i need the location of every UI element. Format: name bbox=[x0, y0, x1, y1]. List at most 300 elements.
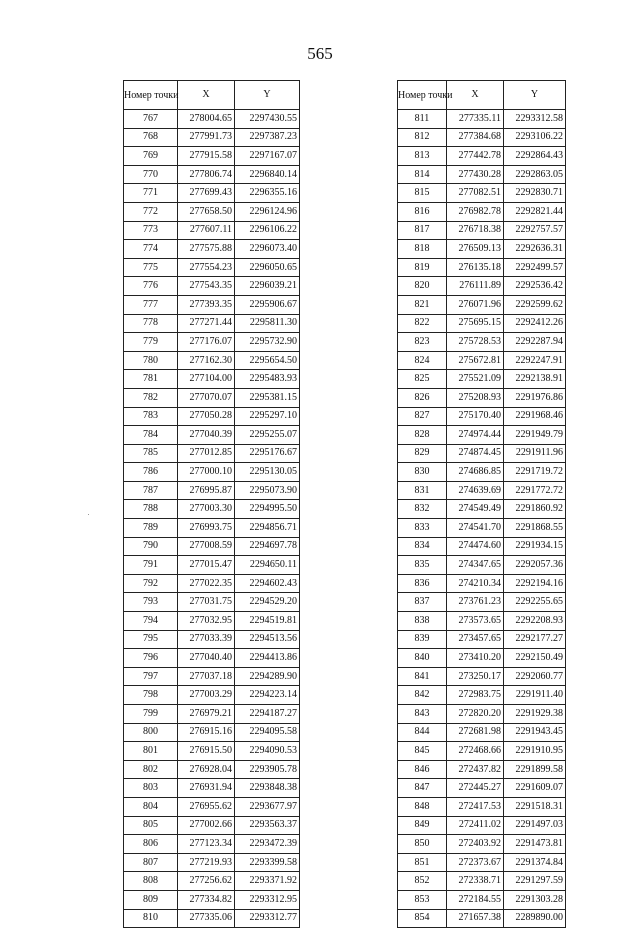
cell-point-number: 791 bbox=[124, 556, 178, 575]
table-row bbox=[124, 872, 300, 891]
cell-point-number: 810 bbox=[124, 909, 178, 928]
cell-y: 2293312.95 bbox=[235, 890, 300, 909]
cell-point-number: 832 bbox=[398, 500, 447, 519]
cell-y: 2291911.40 bbox=[504, 686, 566, 705]
cell-y: 2295073.90 bbox=[235, 481, 300, 500]
cell-point-number: 843 bbox=[398, 705, 447, 724]
cell-y: 2292057.36 bbox=[504, 556, 566, 575]
table-row bbox=[398, 723, 566, 742]
cell-y: 2292150.49 bbox=[504, 649, 566, 668]
cell-x: 277219.93 bbox=[178, 853, 235, 872]
cell-y: 2292599.62 bbox=[504, 295, 566, 314]
cell-x: 276135.18 bbox=[447, 258, 504, 277]
cell-y: 2294289.90 bbox=[235, 667, 300, 686]
table-row bbox=[124, 667, 300, 686]
cell-x: 276955.62 bbox=[178, 797, 235, 816]
cell-point-number: 785 bbox=[124, 444, 178, 463]
table-row bbox=[398, 240, 566, 259]
cell-point-number: 771 bbox=[124, 184, 178, 203]
cell-point-number: 803 bbox=[124, 779, 178, 798]
table-row bbox=[398, 816, 566, 835]
cell-point-number: 821 bbox=[398, 295, 447, 314]
cell-y: 2294095.58 bbox=[235, 723, 300, 742]
cell-point-number: 829 bbox=[398, 444, 447, 463]
cell-y: 2291374.84 bbox=[504, 853, 566, 872]
cell-point-number: 780 bbox=[124, 351, 178, 370]
header-x: X bbox=[178, 81, 235, 110]
table-row bbox=[398, 835, 566, 854]
cell-point-number: 793 bbox=[124, 593, 178, 612]
cell-point-number: 804 bbox=[124, 797, 178, 816]
table-row bbox=[124, 853, 300, 872]
cell-y: 2291929.38 bbox=[504, 705, 566, 724]
cell-x: 276111.89 bbox=[447, 277, 504, 296]
cell-point-number: 817 bbox=[398, 221, 447, 240]
table-row bbox=[398, 202, 566, 221]
cell-point-number: 773 bbox=[124, 221, 178, 240]
table-row bbox=[124, 295, 300, 314]
cell-y: 2291609.07 bbox=[504, 779, 566, 798]
cell-x: 277271.44 bbox=[178, 314, 235, 333]
cell-x: 277335.11 bbox=[447, 110, 504, 129]
cell-y: 2293905.78 bbox=[235, 760, 300, 779]
cell-y: 2291497.03 bbox=[504, 816, 566, 835]
cell-x: 277442.78 bbox=[447, 147, 504, 166]
cell-x: 273457.65 bbox=[447, 630, 504, 649]
cell-y: 2292255.65 bbox=[504, 593, 566, 612]
cell-x: 276071.96 bbox=[447, 295, 504, 314]
cell-point-number: 808 bbox=[124, 872, 178, 891]
table-row bbox=[124, 816, 300, 835]
table-row bbox=[398, 537, 566, 556]
cell-y: 2293371.92 bbox=[235, 872, 300, 891]
cell-point-number: 795 bbox=[124, 630, 178, 649]
cell-y: 2296355.16 bbox=[235, 184, 300, 203]
cell-point-number: 811 bbox=[398, 110, 447, 129]
cell-x: 277082.51 bbox=[447, 184, 504, 203]
cell-y: 2291868.55 bbox=[504, 519, 566, 538]
table-row bbox=[398, 519, 566, 538]
cell-x: 277915.58 bbox=[178, 147, 235, 166]
cell-x: 272468.66 bbox=[447, 742, 504, 761]
table-row bbox=[398, 110, 566, 129]
cell-point-number: 776 bbox=[124, 277, 178, 296]
table-row bbox=[124, 240, 300, 259]
cell-y: 2293312.77 bbox=[235, 909, 300, 928]
cell-point-number: 822 bbox=[398, 314, 447, 333]
cell-point-number: 820 bbox=[398, 277, 447, 296]
table-row bbox=[124, 686, 300, 705]
cell-point-number: 819 bbox=[398, 258, 447, 277]
cell-y: 2292830.71 bbox=[504, 184, 566, 203]
coordinates-table-right bbox=[397, 80, 566, 928]
cell-x: 272403.92 bbox=[447, 835, 504, 854]
cell-y: 2292194.16 bbox=[504, 574, 566, 593]
cell-y: 2295130.05 bbox=[235, 463, 300, 482]
cell-point-number: 849 bbox=[398, 816, 447, 835]
cell-point-number: 777 bbox=[124, 295, 178, 314]
cell-x: 276993.75 bbox=[178, 519, 235, 538]
cell-x: 272411.02 bbox=[447, 816, 504, 835]
table-row bbox=[124, 202, 300, 221]
cell-y: 2297167.07 bbox=[235, 147, 300, 166]
cell-x: 277002.66 bbox=[178, 816, 235, 835]
table-row bbox=[124, 258, 300, 277]
cell-point-number: 834 bbox=[398, 537, 447, 556]
cell-y: 2289890.00 bbox=[504, 909, 566, 928]
table-row bbox=[398, 612, 566, 631]
cell-x: 277335.06 bbox=[178, 909, 235, 928]
cell-x: 277050.28 bbox=[178, 407, 235, 426]
cell-y: 2292287.94 bbox=[504, 333, 566, 352]
cell-y: 2297430.55 bbox=[235, 110, 300, 129]
cell-point-number: 818 bbox=[398, 240, 447, 259]
cell-x: 272445.27 bbox=[447, 779, 504, 798]
cell-y: 2292177.27 bbox=[504, 630, 566, 649]
table-row bbox=[124, 779, 300, 798]
cell-y: 2296050.65 bbox=[235, 258, 300, 277]
cell-y: 2292208.93 bbox=[504, 612, 566, 631]
cell-point-number: 850 bbox=[398, 835, 447, 854]
cell-x: 275170.40 bbox=[447, 407, 504, 426]
cell-x: 277162.30 bbox=[178, 351, 235, 370]
cell-y: 2295906.67 bbox=[235, 295, 300, 314]
table-row bbox=[398, 184, 566, 203]
cell-y: 2295654.50 bbox=[235, 351, 300, 370]
cell-point-number: 802 bbox=[124, 760, 178, 779]
cell-point-number: 828 bbox=[398, 426, 447, 445]
cell-point-number: 823 bbox=[398, 333, 447, 352]
cell-x: 273250.17 bbox=[447, 667, 504, 686]
cell-point-number: 824 bbox=[398, 351, 447, 370]
table-row bbox=[124, 649, 300, 668]
cell-point-number: 783 bbox=[124, 407, 178, 426]
cell-x: 273410.20 bbox=[447, 649, 504, 668]
table-row bbox=[398, 667, 566, 686]
cell-x: 277104.00 bbox=[178, 370, 235, 389]
cell-point-number: 772 bbox=[124, 202, 178, 221]
cell-x: 277384.68 bbox=[447, 128, 504, 147]
cell-x: 274974.44 bbox=[447, 426, 504, 445]
cell-y: 2294650.11 bbox=[235, 556, 300, 575]
cell-point-number: 779 bbox=[124, 333, 178, 352]
cell-point-number: 845 bbox=[398, 742, 447, 761]
cell-point-number: 770 bbox=[124, 165, 178, 184]
cell-x: 277658.50 bbox=[178, 202, 235, 221]
cell-y: 2291518.31 bbox=[504, 797, 566, 816]
cell-x: 277008.59 bbox=[178, 537, 235, 556]
cell-x: 276718.38 bbox=[447, 221, 504, 240]
cell-y: 2293312.58 bbox=[504, 110, 566, 129]
cell-point-number: 826 bbox=[398, 388, 447, 407]
cell-x: 276982.78 bbox=[447, 202, 504, 221]
cell-y: 2296840.14 bbox=[235, 165, 300, 184]
table-row bbox=[124, 537, 300, 556]
cell-x: 277256.62 bbox=[178, 872, 235, 891]
table-row bbox=[124, 742, 300, 761]
cell-point-number: 782 bbox=[124, 388, 178, 407]
cell-point-number: 854 bbox=[398, 909, 447, 928]
cell-y: 2294697.78 bbox=[235, 537, 300, 556]
cell-point-number: 838 bbox=[398, 612, 447, 631]
cell-y: 2295811.30 bbox=[235, 314, 300, 333]
table-row bbox=[124, 407, 300, 426]
cell-y: 2295176.67 bbox=[235, 444, 300, 463]
table-row bbox=[398, 686, 566, 705]
cell-point-number: 781 bbox=[124, 370, 178, 389]
cell-point-number: 852 bbox=[398, 872, 447, 891]
cell-point-number: 844 bbox=[398, 723, 447, 742]
cell-y: 2291949.79 bbox=[504, 426, 566, 445]
cell-x: 272373.67 bbox=[447, 853, 504, 872]
table-row bbox=[124, 556, 300, 575]
header-point-number: Номер точки bbox=[124, 81, 178, 110]
table-row bbox=[124, 797, 300, 816]
cell-point-number: 794 bbox=[124, 612, 178, 631]
header-x: X bbox=[447, 81, 504, 110]
cell-x: 272437.82 bbox=[447, 760, 504, 779]
table-row bbox=[124, 314, 300, 333]
cell-y: 2294223.14 bbox=[235, 686, 300, 705]
cell-y: 2292138.91 bbox=[504, 370, 566, 389]
table-row bbox=[398, 574, 566, 593]
table-row bbox=[398, 314, 566, 333]
table-row bbox=[398, 128, 566, 147]
cell-x: 276928.04 bbox=[178, 760, 235, 779]
cell-x: 278004.65 bbox=[178, 110, 235, 129]
cell-y: 2291976.86 bbox=[504, 388, 566, 407]
cell-y: 2294602.43 bbox=[235, 574, 300, 593]
cell-x: 277000.10 bbox=[178, 463, 235, 482]
cell-x: 276509.13 bbox=[447, 240, 504, 259]
cell-point-number: 769 bbox=[124, 147, 178, 166]
page-number: 565 bbox=[307, 44, 333, 63]
cell-point-number: 789 bbox=[124, 519, 178, 538]
cell-x: 273761.23 bbox=[447, 593, 504, 612]
cell-x: 277040.40 bbox=[178, 649, 235, 668]
cell-x: 271657.38 bbox=[447, 909, 504, 928]
table-row bbox=[398, 890, 566, 909]
cell-point-number: 839 bbox=[398, 630, 447, 649]
cell-x: 276931.94 bbox=[178, 779, 235, 798]
cell-y: 2293848.38 bbox=[235, 779, 300, 798]
cell-x: 277123.34 bbox=[178, 835, 235, 854]
cell-point-number: 775 bbox=[124, 258, 178, 277]
cell-y: 2292864.43 bbox=[504, 147, 566, 166]
cell-point-number: 836 bbox=[398, 574, 447, 593]
table-row bbox=[398, 481, 566, 500]
cell-point-number: 788 bbox=[124, 500, 178, 519]
cell-point-number: 846 bbox=[398, 760, 447, 779]
table-row bbox=[398, 388, 566, 407]
cell-y: 2293472.39 bbox=[235, 835, 300, 854]
cell-x: 272820.20 bbox=[447, 705, 504, 724]
cell-x: 275208.93 bbox=[447, 388, 504, 407]
cell-y: 2294513.56 bbox=[235, 630, 300, 649]
cell-point-number: 798 bbox=[124, 686, 178, 705]
cell-y: 2294187.27 bbox=[235, 705, 300, 724]
cell-y: 2294995.50 bbox=[235, 500, 300, 519]
table-row bbox=[124, 723, 300, 742]
header-point-number: Номер точки bbox=[398, 81, 447, 110]
cell-y: 2295255.07 bbox=[235, 426, 300, 445]
cell-x: 274474.60 bbox=[447, 537, 504, 556]
cell-x: 277031.75 bbox=[178, 593, 235, 612]
cell-x: 277991.73 bbox=[178, 128, 235, 147]
cell-point-number: 790 bbox=[124, 537, 178, 556]
cell-point-number: 812 bbox=[398, 128, 447, 147]
cell-y: 2296039.21 bbox=[235, 277, 300, 296]
table-row bbox=[124, 277, 300, 296]
cell-point-number: 853 bbox=[398, 890, 447, 909]
cell-y: 2294413.86 bbox=[235, 649, 300, 668]
cell-x: 277033.39 bbox=[178, 630, 235, 649]
table-row bbox=[124, 705, 300, 724]
table-row bbox=[124, 110, 300, 129]
cell-y: 2293677.97 bbox=[235, 797, 300, 816]
cell-point-number: 809 bbox=[124, 890, 178, 909]
table-row bbox=[398, 295, 566, 314]
scan-speck bbox=[88, 514, 89, 515]
cell-x: 274347.65 bbox=[447, 556, 504, 575]
cell-x: 277699.43 bbox=[178, 184, 235, 203]
cell-x: 274639.69 bbox=[447, 481, 504, 500]
table-row bbox=[124, 890, 300, 909]
table-row bbox=[398, 370, 566, 389]
cell-y: 2291303.28 bbox=[504, 890, 566, 909]
cell-point-number: 797 bbox=[124, 667, 178, 686]
cell-point-number: 848 bbox=[398, 797, 447, 816]
table-row bbox=[398, 779, 566, 798]
table-row bbox=[398, 556, 566, 575]
cell-y: 2296106.22 bbox=[235, 221, 300, 240]
cell-point-number: 774 bbox=[124, 240, 178, 259]
table-header-row bbox=[124, 81, 300, 110]
cell-x: 274874.45 bbox=[447, 444, 504, 463]
coordinates-table-left bbox=[123, 80, 300, 928]
cell-point-number: 807 bbox=[124, 853, 178, 872]
cell-point-number: 806 bbox=[124, 835, 178, 854]
table-row bbox=[398, 333, 566, 352]
cell-point-number: 786 bbox=[124, 463, 178, 482]
cell-x: 277806.74 bbox=[178, 165, 235, 184]
cell-point-number: 784 bbox=[124, 426, 178, 445]
cell-x: 272681.98 bbox=[447, 723, 504, 742]
cell-y: 2293106.22 bbox=[504, 128, 566, 147]
table-row bbox=[124, 426, 300, 445]
cell-y: 2292757.57 bbox=[504, 221, 566, 240]
cell-y: 2291899.58 bbox=[504, 760, 566, 779]
cell-x: 277543.35 bbox=[178, 277, 235, 296]
cell-point-number: 837 bbox=[398, 593, 447, 612]
cell-x: 277393.35 bbox=[178, 295, 235, 314]
table-header-row bbox=[398, 81, 566, 110]
table-row bbox=[124, 835, 300, 854]
table-row bbox=[398, 426, 566, 445]
cell-point-number: 841 bbox=[398, 667, 447, 686]
cell-x: 277032.95 bbox=[178, 612, 235, 631]
cell-point-number: 768 bbox=[124, 128, 178, 147]
cell-point-number: 825 bbox=[398, 370, 447, 389]
cell-point-number: 799 bbox=[124, 705, 178, 724]
cell-y: 2292863.05 bbox=[504, 165, 566, 184]
cell-x: 274686.85 bbox=[447, 463, 504, 482]
table-row bbox=[124, 593, 300, 612]
cell-y: 2295381.15 bbox=[235, 388, 300, 407]
cell-point-number: 801 bbox=[124, 742, 178, 761]
table-row bbox=[124, 444, 300, 463]
cell-x: 274541.70 bbox=[447, 519, 504, 538]
cell-x: 277607.11 bbox=[178, 221, 235, 240]
cell-x: 276979.21 bbox=[178, 705, 235, 724]
cell-point-number: 840 bbox=[398, 649, 447, 668]
cell-y: 2291910.95 bbox=[504, 742, 566, 761]
cell-x: 277575.88 bbox=[178, 240, 235, 259]
cell-x: 272338.71 bbox=[447, 872, 504, 891]
cell-point-number: 831 bbox=[398, 481, 447, 500]
cell-x: 277003.29 bbox=[178, 686, 235, 705]
cell-y: 2294529.20 bbox=[235, 593, 300, 612]
table-row bbox=[124, 351, 300, 370]
cell-x: 277003.30 bbox=[178, 500, 235, 519]
table-row bbox=[398, 351, 566, 370]
table-row bbox=[398, 147, 566, 166]
table-row bbox=[398, 705, 566, 724]
table-row bbox=[398, 760, 566, 779]
cell-point-number: 814 bbox=[398, 165, 447, 184]
table-row bbox=[124, 184, 300, 203]
cell-y: 2296124.96 bbox=[235, 202, 300, 221]
cell-point-number: 800 bbox=[124, 723, 178, 742]
cell-x: 272184.55 bbox=[447, 890, 504, 909]
cell-point-number: 847 bbox=[398, 779, 447, 798]
table-row bbox=[124, 463, 300, 482]
cell-point-number: 815 bbox=[398, 184, 447, 203]
table-row bbox=[124, 760, 300, 779]
cell-y: 2291934.15 bbox=[504, 537, 566, 556]
cell-x: 274549.49 bbox=[447, 500, 504, 519]
cell-x: 277554.23 bbox=[178, 258, 235, 277]
cell-point-number: 827 bbox=[398, 407, 447, 426]
cell-y: 2292412.26 bbox=[504, 314, 566, 333]
cell-y: 2294519.81 bbox=[235, 612, 300, 631]
table-row bbox=[398, 797, 566, 816]
table-row bbox=[124, 500, 300, 519]
table-row bbox=[398, 649, 566, 668]
cell-y: 2292636.31 bbox=[504, 240, 566, 259]
table-body-left bbox=[124, 110, 300, 928]
cell-point-number: 830 bbox=[398, 463, 447, 482]
table-row bbox=[124, 612, 300, 631]
cell-y: 2291911.96 bbox=[504, 444, 566, 463]
cell-point-number: 835 bbox=[398, 556, 447, 575]
cell-x: 276995.87 bbox=[178, 481, 235, 500]
table-row bbox=[398, 165, 566, 184]
cell-point-number: 816 bbox=[398, 202, 447, 221]
cell-x: 277022.35 bbox=[178, 574, 235, 593]
table-row bbox=[398, 630, 566, 649]
table-row bbox=[124, 481, 300, 500]
cell-x: 275695.15 bbox=[447, 314, 504, 333]
table-row bbox=[398, 444, 566, 463]
table-row bbox=[398, 742, 566, 761]
table-row bbox=[398, 853, 566, 872]
cell-y: 2294856.71 bbox=[235, 519, 300, 538]
cell-y: 2292060.77 bbox=[504, 667, 566, 686]
cell-x: 275672.81 bbox=[447, 351, 504, 370]
cell-x: 277430.28 bbox=[447, 165, 504, 184]
cell-point-number: 796 bbox=[124, 649, 178, 668]
